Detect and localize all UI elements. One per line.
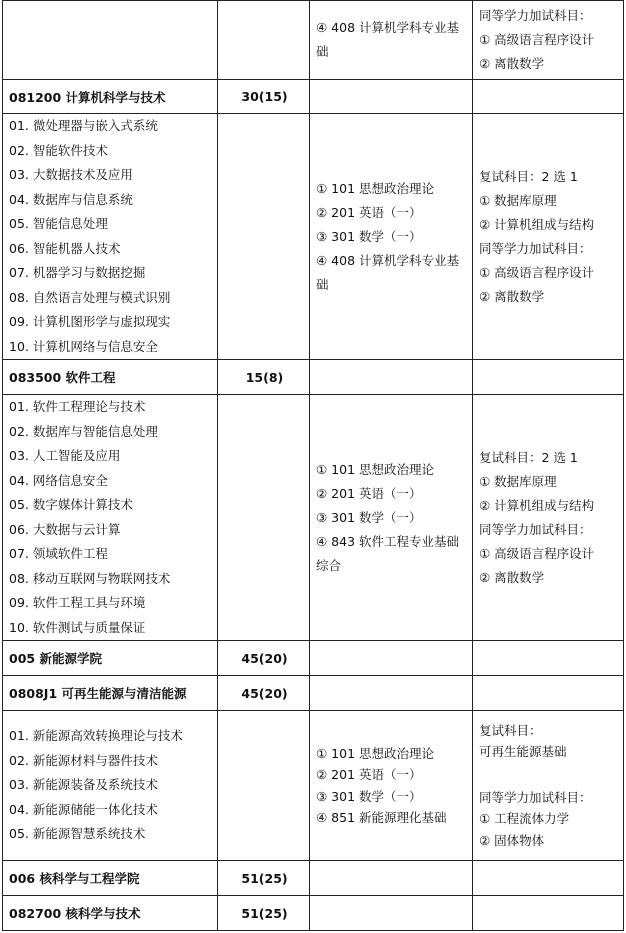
notes-cell bbox=[473, 395, 624, 641]
research-direction: 05. 新能源智慧系统技术 bbox=[9, 826, 146, 842]
note-line: 同等学力加试科目： bbox=[479, 521, 592, 537]
research-direction: 10. 计算机网络与信息安全 bbox=[9, 338, 158, 354]
enrollment-quota: 51(25) bbox=[218, 896, 310, 931]
program-header-row bbox=[3, 360, 624, 395]
exam-subject: ① 101 思想政治理论 bbox=[316, 745, 435, 761]
program-detail-row bbox=[3, 114, 624, 360]
exam-subject: ② 201 英语（一） bbox=[316, 767, 422, 782]
program-name: 083500 软件工程 bbox=[3, 360, 218, 395]
note-line: ① 数据库原理 bbox=[479, 473, 557, 489]
research-direction: 02. 智能软件技术 bbox=[9, 142, 108, 158]
note-line: ① 数据库原理 bbox=[479, 192, 557, 208]
note-line: ② 离散数学 bbox=[479, 288, 545, 304]
enrollment-quota: 51(25) bbox=[218, 861, 310, 896]
program-name: 0808J1 可再生能源与清洁能源 bbox=[3, 676, 218, 711]
research-direction: 05. 数字媒体计算技术 bbox=[9, 497, 133, 512]
research-direction: 02. 数据库与智能信息处理 bbox=[9, 423, 158, 439]
note-spacer bbox=[479, 763, 619, 787]
note-line: ① 工程流体力学 bbox=[479, 811, 570, 827]
enrollment-quota: 45(20) bbox=[218, 676, 310, 711]
exam-subject: ② 201 英语（一） bbox=[316, 204, 422, 220]
school-header-row bbox=[3, 641, 624, 676]
enrollment-quota: 30(15) bbox=[218, 80, 310, 114]
program-name: 082700 核科学与技术 bbox=[3, 896, 218, 931]
enrollment-quota: 15(8) bbox=[218, 360, 310, 395]
exam-subject: ① 101 思想政治理论 bbox=[316, 180, 435, 196]
directions-cell bbox=[3, 395, 218, 641]
program-name: 081200 计算机科学与技术 bbox=[3, 80, 218, 114]
school-header-row bbox=[3, 861, 624, 896]
program-header-row bbox=[3, 896, 624, 931]
research-direction: 02. 新能源材料与器件技术 bbox=[9, 752, 158, 768]
school-name: 005 新能源学院 bbox=[3, 641, 218, 676]
school-name: 006 核科学与工程学院 bbox=[3, 861, 218, 896]
research-direction: 04. 网络信息安全 bbox=[9, 472, 108, 488]
research-direction: 08. 移动互联网与物联网技术 bbox=[9, 570, 171, 586]
enrollment-quota: 45(20) bbox=[218, 641, 310, 676]
admissions-table bbox=[2, 0, 624, 931]
exam-subject: ③ 301 数学（一） bbox=[316, 788, 422, 804]
research-direction: 01. 新能源高效转换理论与技术 bbox=[9, 728, 183, 744]
research-direction: 10. 软件测试与质量保证 bbox=[9, 619, 146, 635]
quota-cell bbox=[218, 114, 310, 360]
exam-subject: ③ 301 数学（一） bbox=[316, 509, 422, 525]
notes-cell bbox=[473, 711, 624, 861]
research-direction: 07. 领域软件工程 bbox=[9, 546, 108, 561]
program-detail-row bbox=[3, 711, 624, 861]
directions-cell bbox=[3, 711, 218, 861]
research-direction: 03. 大数据技术及应用 bbox=[9, 167, 133, 182]
exam-subject: ④ 843 软件工程专业基础综合 bbox=[316, 533, 460, 573]
program-detail-row bbox=[3, 395, 624, 641]
notes-cell bbox=[473, 1, 624, 80]
quota-cell bbox=[218, 711, 310, 861]
exam-subjects-cell bbox=[310, 395, 473, 641]
exam-subject: ③ 301 数学（一） bbox=[316, 228, 422, 244]
research-direction: 01. 微处理器与嵌入式系统 bbox=[9, 118, 158, 133]
note-line: ② 离散数学 bbox=[479, 569, 545, 585]
research-direction: 07. 机器学习与数据挖掘 bbox=[9, 265, 146, 280]
exam-subjects-cell bbox=[310, 114, 473, 360]
quota-cell bbox=[218, 1, 310, 80]
research-direction: 03. 新能源装备及系统技术 bbox=[9, 777, 158, 793]
exam-subject: ④ 408 计算机学科专业基础 bbox=[316, 20, 460, 59]
program-header-row bbox=[3, 80, 624, 114]
note-line: ① 高级语言程序设计 bbox=[479, 264, 595, 280]
note-line: 复试科目： bbox=[479, 722, 542, 738]
exam-subject: ① 101 思想政治理论 bbox=[316, 461, 435, 477]
note-line: 同等学力加试科目： bbox=[479, 8, 592, 23]
note-line: 可再生能源基础 bbox=[479, 744, 567, 760]
exam-subject: ② 201 英语（一） bbox=[316, 485, 422, 501]
note-line: ② 计算机组成与结构 bbox=[479, 216, 595, 232]
note-line: 复试科目：2 选 1 bbox=[479, 168, 578, 184]
research-direction: 09. 软件工程工具与环境 bbox=[9, 595, 146, 610]
research-direction: 05. 智能信息处理 bbox=[9, 216, 108, 231]
program-header-row bbox=[3, 676, 624, 711]
exam-subject: ④ 851 新能源理化基础 bbox=[316, 810, 447, 825]
note-line: ① 高级语言程序设计 bbox=[479, 32, 595, 47]
note-line: ② 固体物体 bbox=[479, 832, 545, 848]
research-direction: 04. 新能源储能一体化技术 bbox=[9, 801, 158, 817]
note-line: 同等学力加试科目： bbox=[479, 789, 592, 805]
exam-subjects-cell bbox=[310, 711, 473, 861]
research-direction: 06. 大数据与云计算 bbox=[9, 521, 121, 537]
research-direction: 09. 计算机图形学与虚拟现实 bbox=[9, 314, 171, 329]
research-direction: 08. 自然语言处理与模式识别 bbox=[9, 289, 171, 305]
note-line: ① 高级语言程序设计 bbox=[479, 545, 595, 561]
note-line: 复试科目：2 选 1 bbox=[479, 449, 578, 465]
quota-cell bbox=[218, 395, 310, 641]
directions-cell bbox=[3, 1, 218, 80]
research-direction: 01. 软件工程理论与技术 bbox=[9, 399, 146, 414]
exam-subject: ④ 408 计算机学科专业基础 bbox=[316, 252, 460, 292]
note-line: ② 计算机组成与结构 bbox=[479, 497, 595, 513]
continued-row bbox=[3, 1, 624, 80]
notes-cell bbox=[473, 114, 624, 360]
research-direction: 03. 人工智能及应用 bbox=[9, 448, 121, 463]
note-line: 同等学力加试科目： bbox=[479, 240, 592, 256]
research-direction: 06. 智能机器人技术 bbox=[9, 240, 121, 256]
exam-subjects-cell bbox=[310, 1, 473, 80]
note-line: ② 离散数学 bbox=[479, 56, 545, 71]
directions-cell bbox=[3, 114, 218, 360]
research-direction: 04. 数据库与信息系统 bbox=[9, 191, 133, 207]
